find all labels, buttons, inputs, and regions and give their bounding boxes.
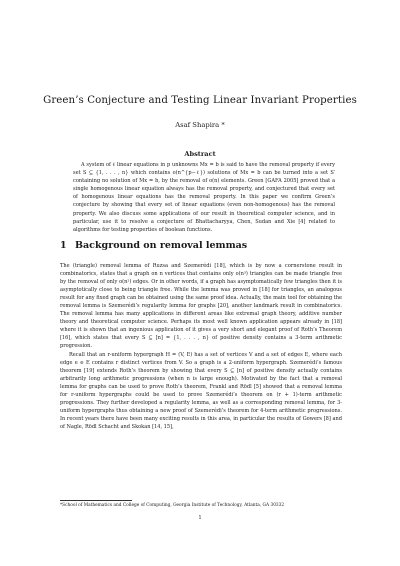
- body-paragraph-1: The (triangle) removal lemma of Ruzsa and Szemerédi [18], which is by now a cornerstone result in combinatorics, states that a graph on n vertices that contains only o(n³) triangles can be made triangle free by the removal of only o(n²) edges. Or in other words, if a graph has asymptomatically few triangles then it is asymptotically close to being triangle free. While the lemma was proved in [18] for triangles, an analogous result for any fixed graph can be obtained using the same proof idea. Actually, the main tool for obtaining the removal lemma is Szemerédi’s regularity lemma for graphs [20], another landmark result in combinatorics. The removal lemma has many applications in different areas like extremal graph theory, additive number theory and theoretical computer science. Perhaps its most well known application appears already in [18] where it is shown that an ingenious application of it gives a very short and elegant proof of Roth’s Theorem [16], which states that every S ⊆ [n] = {1, . . . , n} of positive density contains a 3-term arithmetic progression.: [60, 263, 342, 350]
- author-name: Asaf Shapira *: [175, 121, 225, 129]
- abstract-text: A system of ℓ linear equations in p unknowns Mx = b is said to have the removal property if every set S ⊆ {1, . . . , n} which contains o(n^{p−ℓ}) solutions of Mx = b can be turned into a set S′ containing no solution of Mx = b, by the removal of o(n) elements. Green [GAFA 2005] proved that a single homogenous linear equation always has the removal property, and conjectured that every set of homogenous linear equations has the removal property. In this paper we confirm Green’s conjecture by showing that every set of linear equations (even non-homogenous) has the removal property. We also discuss some applications of our result in theoretical computer science, and in particular, use it to resolve a conjecture of Bhattacharyya, Chen, Sudan and Xie [4] related to algorithms for testing properties of boolean functions.: [73, 162, 335, 233]
- section-heading: [60, 240, 350, 251]
- body-paragraph-2: Recall that an r-uniform hypergraph H = (V, E) has a set of vertices V and a set of edges E, where each edge e ∈ E contains r distinct vertices from V. So a graph is a 2-uniform hypergraph. Szemerédi’s famous theorem [19] extends Roth’s theorem by showing that every S ⊆ [n] of positive density actually contains arbitrarily long arithmetic progressions (when n is large enough). Motivated by the fact that a removal lemma for graphs can be used to prove Roth’s theorem, Frankl and Rödl [5] showed that a removal lemma for r-uniform hypergraphs could be used to prove Szemerédi’s theorem on (r + 1)-term arithmetic progressions. They further developed a regularity lemma, as well as a corresponding removal lemma, for 3-uniform hypergraphs thus obtaining a new proof of Szemerédi’s theorem for 4-term arithmetic progressions. In recent years there have been many exciting results in this area, in particular the results of Gowers [8] and of Nagle, Rödl Schacht and Skokan [14, 15],: [60, 351, 342, 430]
- page-number: 1: [198, 515, 202, 521]
- paper-title: Green’s Conjecture and Testing Linear Invariant Properties: [43, 95, 357, 106]
- section-number: 1: [60, 240, 67, 251]
- section-title: Background on removal lemmas: [75, 240, 248, 251]
- footnote: *School of Mathematics and College of Computing, Georgia Institute of Technology, Atlanta, GA 30332: [60, 503, 285, 508]
- abstract-block: [73, 161, 335, 234]
- section-body: [60, 262, 342, 431]
- abstract-heading: Abstract: [184, 150, 216, 158]
- footnote-rule: [60, 500, 132, 501]
